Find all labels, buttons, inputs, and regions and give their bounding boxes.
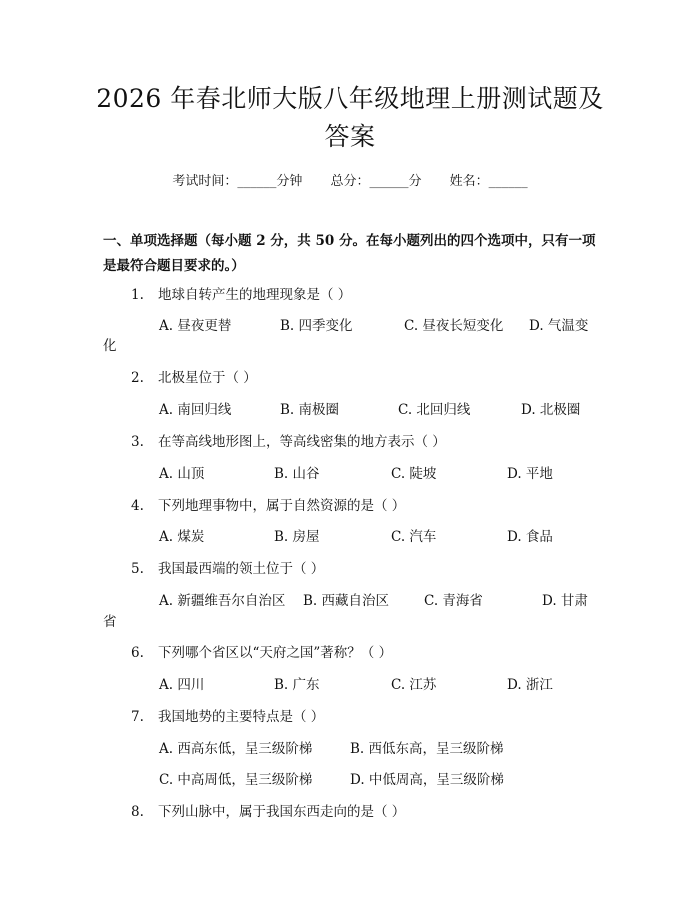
question-5 bbox=[131, 557, 324, 577]
option-d: D. 北极圈 bbox=[521, 402, 581, 418]
question-4 bbox=[131, 494, 405, 514]
option-b: B. 广东 bbox=[274, 677, 320, 693]
option-d: D. 浙江 bbox=[507, 677, 553, 693]
exam-name: 姓名：______ bbox=[449, 174, 528, 189]
option-b: B. 房屋 bbox=[274, 529, 320, 545]
question-1 bbox=[131, 283, 351, 303]
option-d: D. 食品 bbox=[507, 529, 553, 545]
option-a: A. 煤炭 bbox=[159, 529, 205, 545]
question-number: 4. bbox=[131, 498, 144, 514]
option-c: C. 昼夜长短变化 bbox=[404, 318, 504, 334]
question-text: 在等高线地形图上，等高线密集的地方表示（ ） bbox=[158, 434, 446, 450]
option-c: C. 江苏 bbox=[391, 677, 437, 693]
section-heading bbox=[103, 229, 603, 279]
question-number: 1. bbox=[131, 287, 144, 303]
option-b: B. 西低东高，呈三级阶梯 bbox=[350, 741, 504, 757]
option-c: C. 中高周低，呈三级阶梯 bbox=[159, 772, 313, 788]
option-a: A. 新疆维吾尔自治区 bbox=[159, 593, 286, 609]
question-number: 3. bbox=[131, 434, 144, 450]
exam-score: 总分：______分 bbox=[330, 174, 422, 189]
option-d: D. 中低周高，呈三级阶梯 bbox=[350, 772, 504, 788]
title-line-2: 答案 bbox=[324, 122, 376, 151]
section-heading-line-1: 一、单项选择题（每小题 2 分，共 50 分。在每小题列出的四个选项中，只有一项 bbox=[103, 233, 596, 249]
document-title bbox=[80, 80, 620, 156]
question-number: 5. bbox=[131, 561, 144, 577]
title-line-1: 2026 年春北师大版八年级地理上册测试题及 bbox=[96, 84, 604, 113]
option-a: A. 西高东低，呈三级阶梯 bbox=[159, 741, 313, 757]
question-number: 7. bbox=[131, 709, 144, 725]
question-text: 下列山脉中，属于我国东西走向的是（ ） bbox=[158, 804, 406, 820]
option-a: A. 南回归线 bbox=[159, 402, 232, 418]
option-d: D. 气温变 bbox=[529, 318, 589, 334]
question-text: 我国最西端的领土位于（ ） bbox=[158, 561, 325, 577]
option-a: A. 昼夜更替 bbox=[159, 318, 232, 334]
question-2 bbox=[131, 366, 257, 386]
question-text: 北极星位于（ ） bbox=[158, 370, 257, 386]
option-c: C. 北回归线 bbox=[398, 402, 471, 418]
option-b: B. 南极圈 bbox=[280, 402, 340, 418]
question-text: 地球自转产生的地理现象是（ ） bbox=[158, 287, 352, 303]
section-heading-line-2: 是最符合题目要求的。） bbox=[103, 258, 245, 274]
option-d-wrap: 化 bbox=[103, 338, 117, 354]
question-8 bbox=[131, 800, 405, 820]
question-number: 2. bbox=[131, 370, 144, 386]
option-b: B. 山谷 bbox=[274, 466, 320, 482]
question-text: 下列哪个省区以“天府之国”著称？（ ） bbox=[158, 645, 393, 661]
question-text: 我国地势的主要特点是（ ） bbox=[158, 709, 325, 725]
option-a: A. 四川 bbox=[159, 677, 205, 693]
question-6 bbox=[131, 641, 392, 661]
option-b: B. 四季变化 bbox=[280, 318, 353, 334]
option-c: C. 陡坡 bbox=[391, 466, 437, 482]
option-b: B. 西藏自治区 bbox=[303, 593, 390, 609]
question-number: 8. bbox=[131, 804, 144, 820]
option-d-wrap: 省 bbox=[103, 614, 117, 630]
question-text: 下列地理事物中，属于自然资源的是（ ） bbox=[158, 498, 406, 514]
option-c: C. 汽车 bbox=[391, 529, 437, 545]
option-c: C. 青海省 bbox=[424, 593, 483, 609]
exam-meta bbox=[0, 170, 700, 189]
question-3 bbox=[131, 430, 446, 450]
exam-time: 考试时间：______分钟 bbox=[172, 174, 303, 189]
question-number: 6. bbox=[131, 645, 144, 661]
option-a: A. 山顶 bbox=[159, 466, 205, 482]
option-d: D. 平地 bbox=[507, 466, 553, 482]
question-7 bbox=[131, 705, 324, 725]
option-d: D. 甘肃 bbox=[542, 593, 588, 609]
